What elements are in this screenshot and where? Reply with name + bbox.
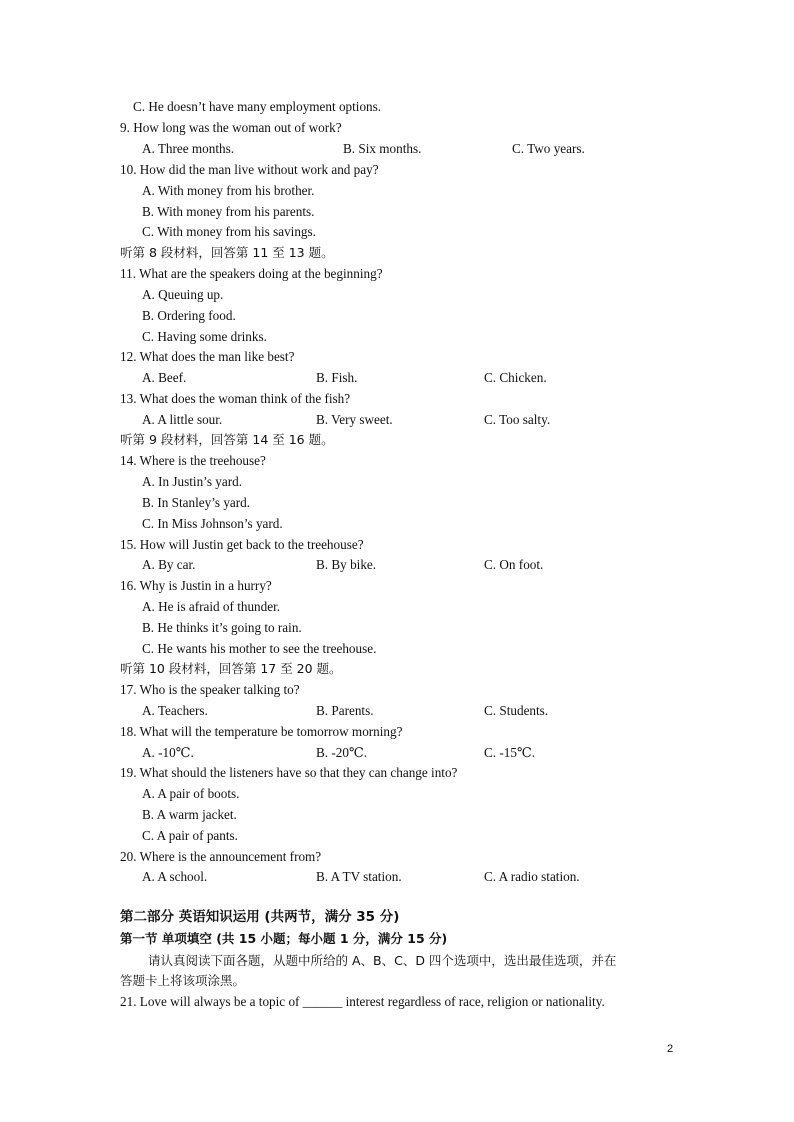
q18-option-b: B. -20℃. [316, 745, 368, 760]
section-instruction-line-1: 请认真阅读下面各题，从题中所给的 A、B、C、D 四个选项中，选出最佳选项，并在 [148, 953, 617, 968]
q11-option-a: A. Queuing up. [142, 287, 224, 302]
listening-section-8-heading: 听第 8 段材料，回答第 11 至 13 题。 [120, 245, 334, 260]
q20-option-c: C. A radio station. [484, 869, 580, 884]
q15-option-c: C. On foot. [484, 557, 544, 572]
q14-option-c: C. In Miss Johnson’s yard. [142, 516, 283, 531]
q11-option-c: C. Having some drinks. [142, 329, 267, 344]
question-14: 14. Where is the treehouse? [120, 453, 266, 468]
q9-option-a: A. Three months. [142, 141, 235, 156]
q12-option-b: B. Fish. [316, 370, 358, 385]
q10-option-a: A. With money from his brother. [142, 183, 315, 198]
q17-option-b: B. Parents. [316, 703, 374, 718]
question-9: 9. How long was the woman out of work? [120, 120, 342, 135]
q15-option-b: B. By bike. [316, 557, 377, 572]
question-13: 13. What does the woman think of the fish? [120, 391, 351, 406]
q14-option-a: A. In Justin’s yard. [142, 474, 243, 489]
question-11: 11. What are the speakers doing at the beginning? [120, 266, 383, 281]
question-15: 15. How will Justin get back to the treehouse? [120, 537, 364, 552]
section-2-part-1-title: 第一节 单项填空 (共 15 小题；每小题 1 分，满分 15 分) [120, 931, 448, 946]
page-number: 2 [667, 1043, 674, 1055]
section-instruction-line-2: 答题卡上将该项涂黑。 [120, 973, 246, 988]
question-19: 19. What should the listeners have so that they can change into? [120, 765, 458, 780]
question-10: 10. How did the man live without work and pay? [120, 162, 379, 177]
q19-option-b: B. A warm jacket. [142, 807, 237, 822]
question-21: 21. Love will always be a topic of ______ interest regardless of race, religion or nationality. [120, 994, 605, 1009]
q16-option-c: C. He wants his mother to see the treehouse. [142, 641, 377, 656]
q18-option-a: A. -10℃. [142, 745, 194, 760]
q13-option-c: C. Too salty. [484, 412, 551, 427]
q10-option-c: C. With money from his savings. [142, 224, 316, 239]
q13-option-b: B. Very sweet. [316, 412, 393, 427]
question-20: 20. Where is the announcement from? [120, 849, 322, 864]
q9-option-b: B. Six months. [343, 141, 422, 156]
q15-option-a: A. By car. [142, 557, 196, 572]
question-16: 16. Why is Justin in a hurry? [120, 578, 272, 593]
q19-option-a: A. A pair of boots. [142, 786, 240, 801]
q8-option-c: C. He doesn’t have many employment options. [133, 99, 382, 114]
q13-option-a: A. A little sour. [142, 412, 223, 427]
q19-option-c: C. A pair of pants. [142, 828, 238, 843]
q9-option-c: C. Two years. [512, 141, 585, 156]
q16-option-b: B. He thinks it’s going to rain. [142, 620, 302, 635]
listening-section-9-heading: 听第 9 段材料，回答第 14 至 16 题。 [120, 432, 334, 447]
q17-option-a: A. Teachers. [142, 703, 208, 718]
section-2-title: 第二部分 英语知识运用 (共两节，满分 35 分) [120, 909, 400, 925]
q16-option-a: A. He is afraid of thunder. [142, 599, 281, 614]
listening-section-10-heading: 听第 10 段材料，回答第 17 至 20 题。 [120, 661, 342, 676]
q12-option-a: A. Beef. [142, 370, 187, 385]
q14-option-b: B. In Stanley’s yard. [142, 495, 251, 510]
q20-option-b: B. A TV station. [316, 869, 402, 884]
question-12: 12. What does the man like best? [120, 349, 295, 364]
question-18: 18. What will the temperature be tomorrow morning? [120, 724, 403, 739]
question-17: 17. Who is the speaker talking to? [120, 682, 300, 697]
q10-option-b: B. With money from his parents. [142, 204, 315, 219]
q20-option-a: A. A school. [142, 869, 208, 884]
q11-option-b: B. Ordering food. [142, 308, 236, 323]
q18-option-c: C. -15℃. [484, 745, 536, 760]
q17-option-c: C. Students. [484, 703, 549, 718]
q12-option-c: C. Chicken. [484, 370, 547, 385]
